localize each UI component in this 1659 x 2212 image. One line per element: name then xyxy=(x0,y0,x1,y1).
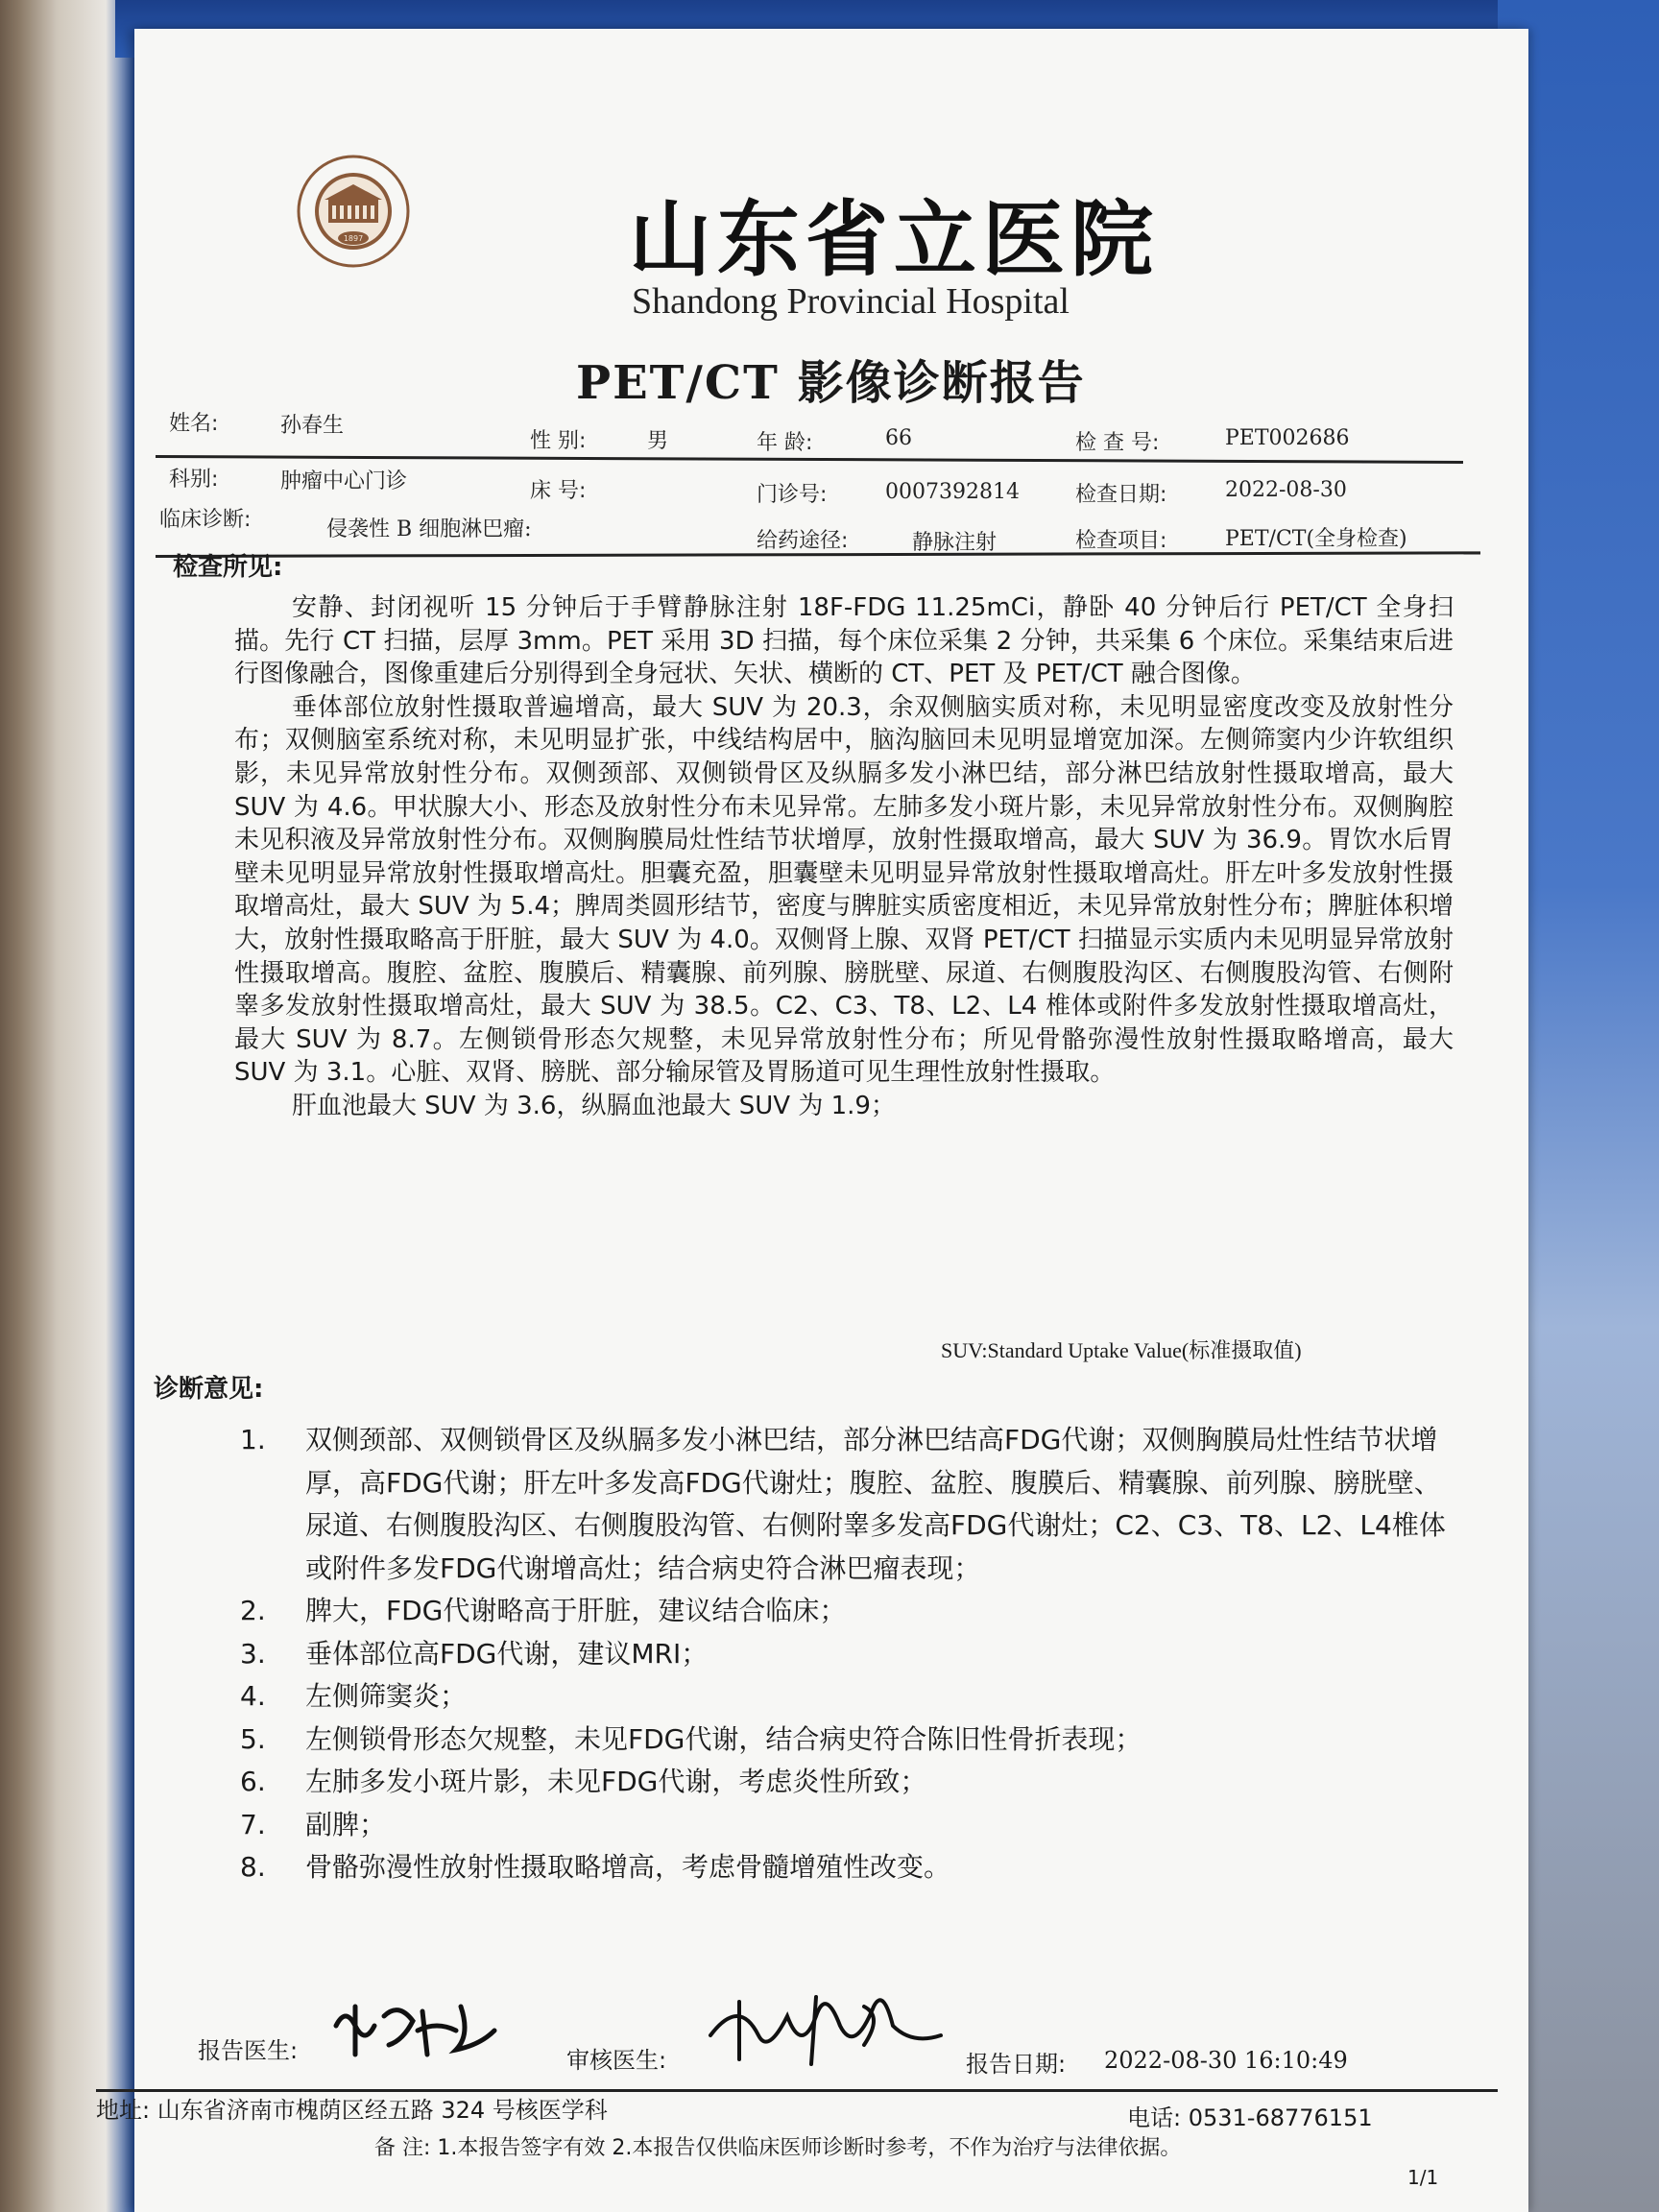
svg-text:1897: 1897 xyxy=(343,234,364,243)
diagnosis-item: 8. 骨骼弥漫性放射性摄取略增高，考虑骨髓增殖性改变。 xyxy=(240,1851,951,1883)
route-value: 静脉注射 xyxy=(912,531,998,555)
route-label: 给药途径: xyxy=(757,529,849,553)
sex-label: 性 别: xyxy=(530,429,587,453)
hospital-name-en: Shandong Provincial Hospital xyxy=(632,281,1070,322)
patient-sex: 男 xyxy=(647,429,669,453)
exam-no: PET002686 xyxy=(1225,426,1350,450)
diagnosis-item: 1. 双侧颈部、双侧锁骨区及纵膈多发小淋巴结，部分淋巴结高FDG代谢；双侧胸膜局灶性结节状增厚，高FDG代谢；肝左叶多发高FDG代谢灶；腹腔、盆腔、腹膜后、精囊腺、前列腺、膀胱壁、尿道、右侧腹股沟区、右侧腹股沟管、右侧附睾多发高FDG代谢灶；C2、C3、T8、L2、L4椎体或附件多发FDG代谢增高灶；结合病史符合淋巴瘤表现； xyxy=(240,1424,1446,1584)
findings-body xyxy=(234,591,1454,1123)
clinical-dx: 侵袭性 B 细胞淋巴瘤: xyxy=(326,517,532,541)
diagnosis-item: 7. 副脾； xyxy=(240,1808,387,1840)
review-doctor-signature xyxy=(701,1987,950,2074)
findings-paragraph: 垂体部位放射性摄取普遍增高，最大 SUV 为 20.3，余双侧脑实质对称，未见明显密度改变及放射性分布；双侧脑室系统对称，未见明显扩张，中线结构居中，脑沟脑回未见明显增宽加深。左侧筛窦内少许软组织影，未见异常放射性分布。双侧颈部、双侧锁骨区及纵膈多发小淋巴结，部分淋巴结放射性摄取增高，最大 SUV 为 4.6。甲状腺大小、形态及放射性分布未见异常。左肺多发小斑片影，未见异常放射性分布。双侧胸腔未见积液及异常放射性分布。双侧胸膜局灶性结节状增厚，放射性摄取增高，最大 SUV 为 36.9。胃饮水后胃壁未见明显异常放射性摄取增高灶。胆囊充盈，胆囊壁未见明显异常放射性摄取增高灶。肝左叶多发放射性摄取增高灶，最大 SUV 为 5.4；脾周类圆形结节，密度与脾脏实质密度相近，未见异常放射性分布；脾脏体积增大，放射性摄取略高于肝脏，最大 SUV 为 4.0。双侧肾上腺、双肾 PET/CT 扫描显示实质内未见明显异常放射性摄取增高。腹腔、盆腔、腹膜后、精囊腺、前列腺、膀胱壁、尿道、右侧腹股沟区、右侧腹股沟管、右侧附睾多发放射性摄取增高灶，最大 SUV 为 38.5。C2、C3、T8、L2、L4 椎体或附件多发放射性摄取增高灶，最大 SUV 为 8.7。左侧锁骨形态欠规整，未见异常放射性分布；所见骨骼弥漫性放射性摄取略增高，最大 SUV 为 3.1。心脏、双肾、膀胱、部分输尿管及胃肠道可见生理性放射性摄取。 xyxy=(234,692,1454,1088)
report-date: 2022-08-30 16:10:49 xyxy=(1104,2047,1348,2074)
hospital-seal-logo xyxy=(296,154,411,269)
diagnosis-item: 5. 左侧锁骨形态欠规整，未见FDG代谢，结合病史符合陈旧性骨折表现； xyxy=(240,1722,1142,1755)
patient-age: 66 xyxy=(885,426,912,450)
diagnosis-list xyxy=(240,1419,1450,1889)
report-title: PET/CT 影像诊断报告 xyxy=(576,356,1086,410)
patient-name: 孙春生 xyxy=(280,414,345,438)
divider-line xyxy=(156,455,1463,464)
footer-phone: 电话: 0531-68776151 xyxy=(1127,2104,1373,2131)
footer-address: 地址: 山东省济南市槐荫区经五路 324 号核医学科 xyxy=(96,2097,608,2124)
clinical-dx-label: 临床诊断: xyxy=(159,508,252,532)
exam-item-label: 检查项目: xyxy=(1075,529,1167,553)
dept-value: 肿瘤中心门诊 xyxy=(280,469,408,493)
findings-paragraph: 肝血池最大 SUV 为 3.6，纵膈血池最大 SUV 为 1.9； xyxy=(292,1091,896,1120)
exam-item: PET/CT(全身检查) xyxy=(1225,527,1407,551)
clinic-no-label: 门诊号: xyxy=(757,483,828,507)
bed-label: 床 号: xyxy=(530,479,587,503)
exam-date-label: 检查日期: xyxy=(1075,483,1167,507)
age-label: 年 龄: xyxy=(757,431,813,455)
suv-note: SUV:Standard Uptake Value(标准摄取值) xyxy=(941,1338,1302,1362)
diagnosis-item: 2. 脾大，FDG代谢略高于肝脏，建议结合临床； xyxy=(240,1595,847,1626)
dept-label: 科别: xyxy=(169,468,219,492)
name-label: 姓名: xyxy=(169,412,219,436)
page-number: 1/1 xyxy=(1407,2166,1439,2189)
report-doctor-signature xyxy=(326,1987,518,2064)
diagnosis-item: 6. 左肺多发小斑片影，未见FDG代谢，考虑炎性所致； xyxy=(240,1766,927,1797)
diagnosis-item: 3. 垂体部位高FDG代谢，建议MRI； xyxy=(240,1637,709,1670)
divider-line xyxy=(156,551,1480,558)
diagnosis-heading: 诊断意见: xyxy=(154,1375,264,1404)
hospital-name-cn: 山东省立医院 xyxy=(629,191,1159,288)
report-doctor-label: 报告医生: xyxy=(198,2037,299,2064)
diagnosis-item: 4. 左侧筛窦炎； xyxy=(240,1680,468,1712)
footer-note: 备 注: 1.本报告签字有效 2.本报告仅供临床医师诊断时参考，不作为治疗与法律依据。 xyxy=(374,2136,1182,2160)
findings-paragraph: 安静、封闭视听 15 分钟后于手臂静脉注射 18F-FDG 11.25mCi，静卧 40 分钟后行 PET/CT 全身扫描。先行 CT 扫描，层厚 3mm。PET 采用 3D 扫描，每个床位采集 2 分钟，共采集 6 个床位。采集结束后进行图像融合，图像重建后分别得到全身冠状、矢状、横断的 CT、PET 及 PET/CT 融合图像。 xyxy=(234,593,1454,689)
exam-date: 2022-08-30 xyxy=(1225,478,1347,502)
report-date-label: 报告日期: xyxy=(966,2051,1067,2078)
report-paper xyxy=(96,29,1528,2212)
clinic-no: 0007392814 xyxy=(885,480,1020,504)
review-doctor-label: 审核医生: xyxy=(566,2047,667,2074)
findings-heading: 检查所见: xyxy=(173,553,283,582)
exam-no-label: 检 查 号: xyxy=(1075,431,1160,455)
